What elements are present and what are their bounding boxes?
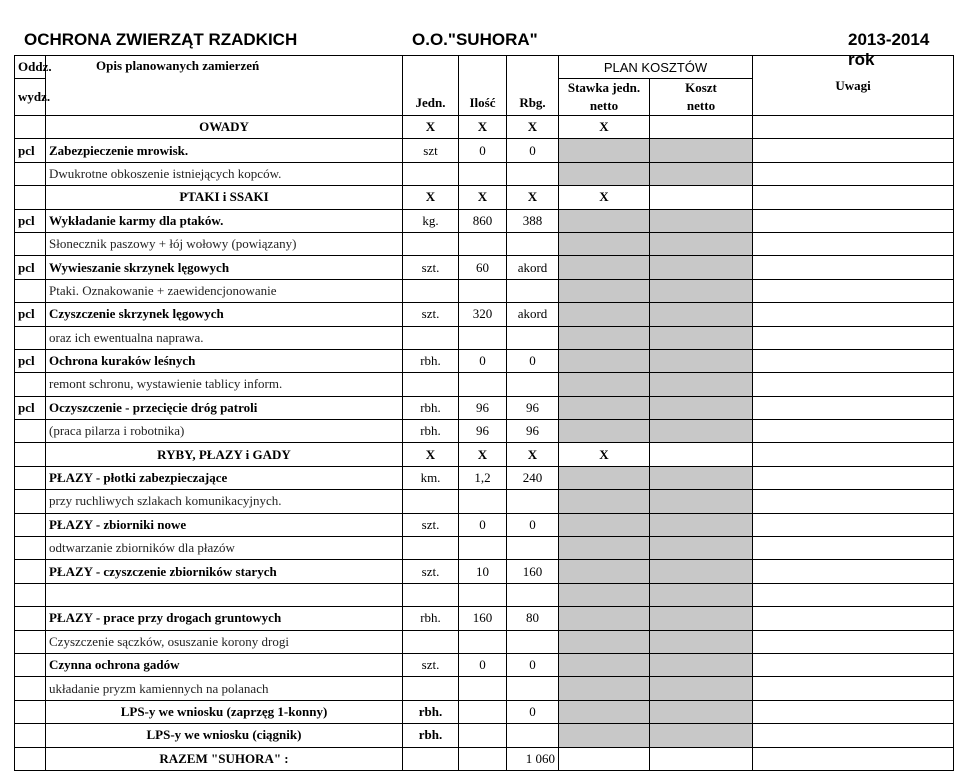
uwagi-cell xyxy=(753,747,954,770)
stawka-label: Stawka jedn. xyxy=(567,80,641,95)
item-description: PŁAZY - prace przy drogach gruntowych xyxy=(46,607,403,630)
item-rbg: akord xyxy=(507,256,559,279)
koszt-cell xyxy=(650,232,753,255)
oddz-cell xyxy=(15,653,46,676)
item-rbg: akord xyxy=(507,303,559,326)
uwagi-cell xyxy=(753,653,954,676)
item-unit: szt. xyxy=(403,513,459,536)
uwagi-cell xyxy=(753,349,954,372)
item-unit: rbh. xyxy=(403,607,459,630)
mark-stawka: X xyxy=(559,443,650,466)
koszt-cell xyxy=(650,513,753,536)
uwagi-cell xyxy=(753,209,954,232)
item-description: (praca pilarza i robotnika) xyxy=(46,420,403,443)
col-rbg: Rbg. xyxy=(507,56,559,116)
stawka-cell xyxy=(559,209,650,232)
stawka-cell xyxy=(559,630,650,653)
lps-description: LPS-y we wniosku (zaprzęg 1-konny) xyxy=(46,700,403,723)
sub-description: Ptaki. Oznakowanie + zaewidencjonowanie xyxy=(46,279,403,302)
oddz-cell xyxy=(15,537,46,560)
uwagi-cell xyxy=(753,677,954,700)
item-description: Oczyszczenie - przecięcie dróg patroli xyxy=(46,396,403,419)
item-row xyxy=(15,513,954,536)
koszt-cell xyxy=(650,537,753,560)
koszt-cell xyxy=(650,420,753,443)
oddz-cell: pcl xyxy=(15,209,46,232)
item-description: Wykładanie karmy dla ptaków. xyxy=(46,209,403,232)
rbg-cell xyxy=(507,279,559,302)
lps-rbg xyxy=(507,724,559,747)
sub-description: remont schronu, wystawienie tablicy inform. xyxy=(46,373,403,396)
uwagi-cell xyxy=(753,232,954,255)
koszt-cell xyxy=(650,396,753,419)
item-description: PŁAZY - płotki zabezpieczające xyxy=(46,466,403,489)
unit-cell xyxy=(403,232,459,255)
uwagi-cell xyxy=(753,186,954,209)
lps-quantity xyxy=(459,724,507,747)
item-row xyxy=(15,607,954,630)
item-rbg: 0 xyxy=(507,349,559,372)
quantity-cell xyxy=(459,232,507,255)
col-opis: Opis planowanych zamierzeń xyxy=(46,56,403,116)
item-row xyxy=(15,303,954,326)
sub-description: układanie pryzm kamiennych na polanach xyxy=(46,677,403,700)
item-quantity: 0 xyxy=(459,513,507,536)
oddz-cell xyxy=(15,232,46,255)
section-label: RYBY, PŁAZY i GADY xyxy=(46,443,403,466)
koszt-cell xyxy=(650,162,753,185)
uwagi-cell xyxy=(753,326,954,349)
oddz-cell: pcl xyxy=(15,139,46,162)
item-rbg: 0 xyxy=(507,139,559,162)
stawka-cell xyxy=(559,303,650,326)
rbg-cell xyxy=(507,677,559,700)
mark-rbg: X xyxy=(507,186,559,209)
quantity-cell xyxy=(459,677,507,700)
item-description: PŁAZY - czyszczenie zbiorników starych xyxy=(46,560,403,583)
uwagi-cell xyxy=(753,116,954,139)
koszt-cell xyxy=(650,279,753,302)
koszt-cell xyxy=(650,724,753,747)
item-row xyxy=(15,466,954,489)
item-quantity: 0 xyxy=(459,653,507,676)
stawka-cell xyxy=(559,349,650,372)
oddz-cell xyxy=(15,116,46,139)
koszt-cell xyxy=(650,139,753,162)
oddz-cell xyxy=(15,326,46,349)
item-quantity: 60 xyxy=(459,256,507,279)
stawka-cell xyxy=(559,747,650,770)
stawka-netto: netto xyxy=(589,98,619,113)
uwagi-cell xyxy=(753,724,954,747)
empty-cell xyxy=(403,583,459,606)
item-unit: szt. xyxy=(403,653,459,676)
empty-cell xyxy=(459,583,507,606)
stawka-cell xyxy=(559,677,650,700)
stawka-cell xyxy=(559,607,650,630)
uwagi-cell xyxy=(753,443,954,466)
mark-jedn: X xyxy=(403,186,459,209)
unit-cell xyxy=(403,490,459,513)
uwagi-cell xyxy=(753,279,954,302)
stawka-cell xyxy=(559,653,650,676)
quantity-cell xyxy=(459,537,507,560)
stawka-cell xyxy=(559,724,650,747)
stawka-cell xyxy=(559,490,650,513)
document-title: OCHRONA ZWIERZĄT RZADKICH xyxy=(24,30,298,49)
item-quantity: 1,2 xyxy=(459,466,507,489)
mark-ilosc: X xyxy=(459,186,507,209)
description-row xyxy=(15,373,954,396)
item-row xyxy=(15,560,954,583)
koszt-cell xyxy=(650,653,753,676)
oddz-cell xyxy=(15,186,46,209)
item-row xyxy=(15,396,954,419)
oddz-cell xyxy=(15,162,46,185)
empty-cell xyxy=(46,583,403,606)
koszt-cell xyxy=(650,630,753,653)
item-quantity: 320 xyxy=(459,303,507,326)
koszt-cell xyxy=(650,116,753,139)
stawka-cell xyxy=(559,139,650,162)
item-quantity: 0 xyxy=(459,349,507,372)
mark-jedn: X xyxy=(403,443,459,466)
item-rbg: 96 xyxy=(507,420,559,443)
quantity-cell xyxy=(459,490,507,513)
item-description: PŁAZY - zbiorniki nowe xyxy=(46,513,403,536)
oddz-cell: pcl xyxy=(15,349,46,372)
uwagi-cell xyxy=(753,630,954,653)
uwagi-cell xyxy=(753,466,954,489)
koszt-cell xyxy=(650,256,753,279)
sub-description: odtwarzanie zbiorników dla płazów xyxy=(46,537,403,560)
uwagi-cell xyxy=(753,513,954,536)
koszt-cell xyxy=(650,373,753,396)
uwagi-cell xyxy=(753,700,954,723)
mark-stawka: X xyxy=(559,116,650,139)
lps-row xyxy=(15,724,954,747)
koszt-cell xyxy=(650,209,753,232)
oddz-cell xyxy=(15,630,46,653)
col-wydz: wydz. xyxy=(15,79,46,116)
stawka-cell xyxy=(559,162,650,185)
unit-cell xyxy=(403,677,459,700)
description-row xyxy=(15,326,954,349)
item-unit: rbh. xyxy=(403,396,459,419)
mark-stawka: X xyxy=(559,186,650,209)
koszt-cell xyxy=(650,466,753,489)
oddz-cell xyxy=(15,747,46,770)
sub-description: Dwukrotne obkoszenie istniejących kopców. xyxy=(46,162,403,185)
oddz-cell xyxy=(15,700,46,723)
lps-row xyxy=(15,700,954,723)
stawka-cell xyxy=(559,256,650,279)
item-quantity: 160 xyxy=(459,607,507,630)
item-rbg: 0 xyxy=(507,653,559,676)
oddz-cell xyxy=(15,560,46,583)
quantity-cell xyxy=(459,747,507,770)
oddz-cell: pcl xyxy=(15,396,46,419)
header-row-1 xyxy=(15,56,954,79)
item-unit: rbh. xyxy=(403,349,459,372)
uwagi-cell xyxy=(753,256,954,279)
quantity-cell xyxy=(459,279,507,302)
empty-cell xyxy=(650,583,753,606)
item-unit: szt. xyxy=(403,303,459,326)
quantity-cell xyxy=(459,373,507,396)
col-stawka xyxy=(559,79,650,116)
rbg-cell xyxy=(507,326,559,349)
organization-name: O.O."SUHORA" xyxy=(412,30,538,49)
unit-cell xyxy=(403,747,459,770)
koszt-cell xyxy=(650,607,753,630)
uwagi-cell xyxy=(753,139,954,162)
item-rbg: 240 xyxy=(507,466,559,489)
lps-unit: rbh. xyxy=(403,724,459,747)
sub-description: Słonecznik paszowy + łój wołowy (powiązany) xyxy=(46,232,403,255)
item-rbg: 0 xyxy=(507,513,559,536)
uwagi-cell xyxy=(753,537,954,560)
description-row xyxy=(15,490,954,513)
oddz-cell: pcl xyxy=(15,256,46,279)
uwagi-cell xyxy=(753,560,954,583)
rbg-cell xyxy=(507,162,559,185)
item-description: Czyszczenie skrzynek lęgowych xyxy=(46,303,403,326)
section-label: OWADY xyxy=(46,116,403,139)
koszt-cell xyxy=(650,747,753,770)
description-row xyxy=(15,677,954,700)
item-rbg: 80 xyxy=(507,607,559,630)
item-description: Ochrona kuraków leśnych xyxy=(46,349,403,372)
empty-cell xyxy=(15,583,46,606)
oddz-cell xyxy=(15,490,46,513)
stawka-cell xyxy=(559,232,650,255)
uwagi-cell xyxy=(753,420,954,443)
item-unit: szt. xyxy=(403,560,459,583)
item-rbg: 388 xyxy=(507,209,559,232)
mark-rbg: X xyxy=(507,443,559,466)
lps-description: LPS-y we wniosku (ciągnik) xyxy=(46,724,403,747)
stawka-cell xyxy=(559,373,650,396)
year-range: 2013-2014 rok xyxy=(848,30,930,69)
item-quantity: 96 xyxy=(459,420,507,443)
description-row xyxy=(15,162,954,185)
oddz-cell xyxy=(15,443,46,466)
empty-cell xyxy=(507,583,559,606)
stawka-cell xyxy=(559,396,650,419)
item-rbg: 96 xyxy=(507,396,559,419)
rbg-cell xyxy=(507,373,559,396)
item-quantity: 0 xyxy=(459,139,507,162)
item-description: Wywieszanie skrzynek lęgowych xyxy=(46,256,403,279)
col-uwagi: Uwagi xyxy=(753,56,954,116)
koszt-cell xyxy=(650,186,753,209)
oddz-cell xyxy=(15,466,46,489)
unit-cell xyxy=(403,373,459,396)
mark-jedn: X xyxy=(403,116,459,139)
item-unit: rbh. xyxy=(403,420,459,443)
oddz-cell: pcl xyxy=(15,303,46,326)
unit-cell xyxy=(403,279,459,302)
koszt-netto: netto xyxy=(686,98,716,113)
rbg-cell xyxy=(507,630,559,653)
uwagi-cell xyxy=(753,607,954,630)
sub-description: przy ruchliwych szlakach komunikacyjnych. xyxy=(46,490,403,513)
description-row xyxy=(15,630,954,653)
col-jedn: Jedn. xyxy=(403,56,459,116)
koszt-label: Koszt xyxy=(685,80,717,95)
item-unit: szt xyxy=(403,139,459,162)
sub-description: Czyszczenie sączków, osuszanie korony drogi xyxy=(46,630,403,653)
section-row xyxy=(15,186,954,209)
plan-kosztow: PLAN KOSZTÓW xyxy=(559,56,753,79)
rbg-cell xyxy=(507,537,559,560)
sub-description: oraz ich ewentualna naprawa. xyxy=(46,326,403,349)
item-description: Zabezpieczenie mrowisk. xyxy=(46,139,403,162)
col-koszt xyxy=(650,79,753,116)
stawka-cell xyxy=(559,537,650,560)
total-rbg: 1 060 xyxy=(507,747,559,770)
empty-cell xyxy=(559,583,650,606)
item-quantity: 96 xyxy=(459,396,507,419)
oddz-cell xyxy=(15,279,46,302)
item-description: Czynna ochrona gadów xyxy=(46,653,403,676)
col-oddz: Oddz. xyxy=(15,56,46,79)
mark-ilosc: X xyxy=(459,443,507,466)
total-row xyxy=(15,747,954,770)
oddz-cell xyxy=(15,513,46,536)
section-row xyxy=(15,116,954,139)
item-row xyxy=(15,209,954,232)
quantity-cell xyxy=(459,630,507,653)
description-row xyxy=(15,279,954,302)
stawka-cell xyxy=(559,700,650,723)
item-unit: szt. xyxy=(403,256,459,279)
mark-rbg: X xyxy=(507,116,559,139)
mark-ilosc: X xyxy=(459,116,507,139)
koszt-cell xyxy=(650,560,753,583)
lps-quantity xyxy=(459,700,507,723)
koszt-cell xyxy=(650,326,753,349)
section-row xyxy=(15,443,954,466)
section-label: PTAKI i SSAKI xyxy=(46,186,403,209)
stawka-cell xyxy=(559,466,650,489)
koszt-cell xyxy=(650,490,753,513)
cost-plan-table xyxy=(14,55,954,771)
rbg-cell xyxy=(507,490,559,513)
koszt-cell xyxy=(650,677,753,700)
rbg-cell xyxy=(507,232,559,255)
empty-cell xyxy=(753,583,954,606)
lps-rbg: 0 xyxy=(507,700,559,723)
oddz-cell xyxy=(15,373,46,396)
description-row xyxy=(15,537,954,560)
unit-cell xyxy=(403,326,459,349)
lps-unit: rbh. xyxy=(403,700,459,723)
uwagi-cell xyxy=(753,396,954,419)
uwagi-cell xyxy=(753,162,954,185)
koszt-cell xyxy=(650,349,753,372)
oddz-cell xyxy=(15,677,46,700)
col-ilosc: Ilość xyxy=(459,56,507,116)
koszt-cell xyxy=(650,700,753,723)
description-row xyxy=(15,232,954,255)
unit-cell xyxy=(403,537,459,560)
total-label: RAZEM "SUHORA" : xyxy=(46,747,403,770)
item-row xyxy=(15,256,954,279)
uwagi-cell xyxy=(753,490,954,513)
oddz-cell xyxy=(15,607,46,630)
quantity-cell xyxy=(459,326,507,349)
oddz-cell xyxy=(15,724,46,747)
stawka-cell xyxy=(559,513,650,536)
koszt-cell xyxy=(650,303,753,326)
uwagi-cell xyxy=(753,373,954,396)
unit-cell xyxy=(403,630,459,653)
blank-row xyxy=(15,583,954,606)
item-unit: kg. xyxy=(403,209,459,232)
item-row xyxy=(15,139,954,162)
item-row xyxy=(15,420,954,443)
stawka-cell xyxy=(559,326,650,349)
item-unit: km. xyxy=(403,466,459,489)
oddz-cell xyxy=(15,420,46,443)
item-row xyxy=(15,349,954,372)
item-rbg: 160 xyxy=(507,560,559,583)
stawka-cell xyxy=(559,279,650,302)
quantity-cell xyxy=(459,162,507,185)
unit-cell xyxy=(403,162,459,185)
uwagi-cell xyxy=(753,303,954,326)
item-row xyxy=(15,653,954,676)
stawka-cell xyxy=(559,420,650,443)
item-quantity: 10 xyxy=(459,560,507,583)
stawka-cell xyxy=(559,560,650,583)
koszt-cell xyxy=(650,443,753,466)
item-quantity: 860 xyxy=(459,209,507,232)
